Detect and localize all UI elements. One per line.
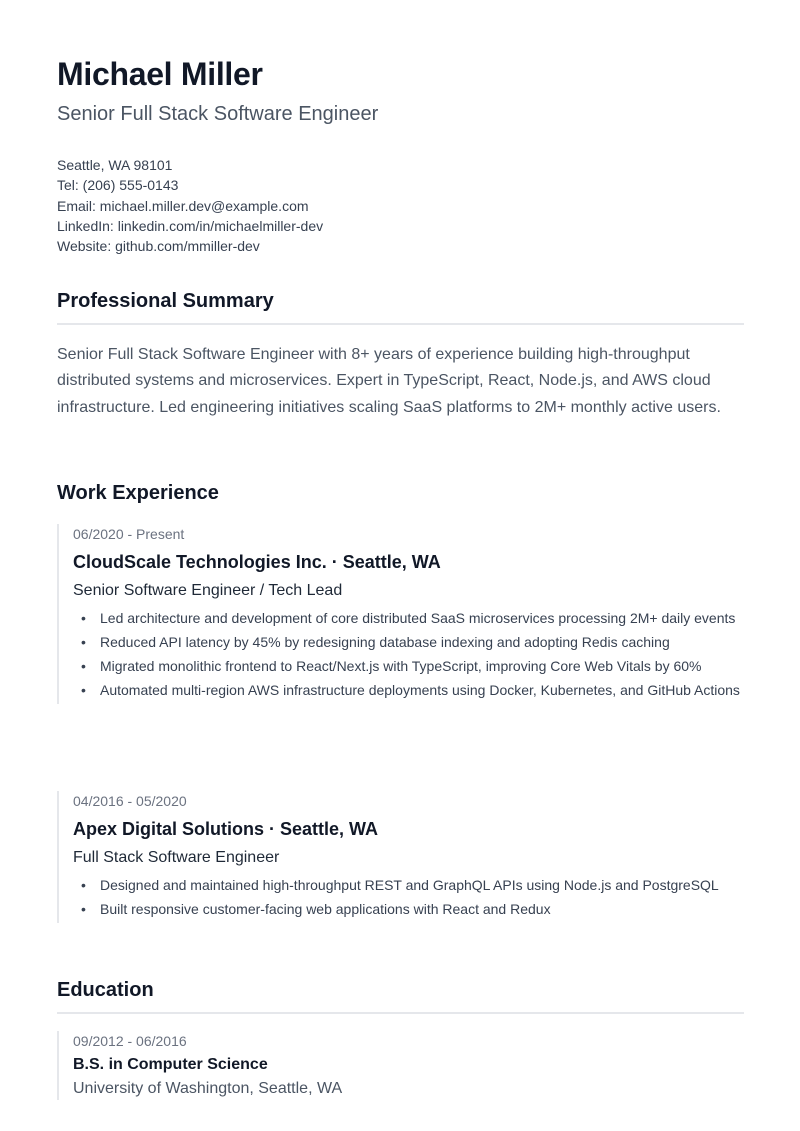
education-degree: B.S. in Computer Science xyxy=(73,1056,268,1073)
job-dates: 04/2016 - 05/2020 xyxy=(73,793,187,809)
job-dates: 06/2020 - Present xyxy=(73,526,185,542)
education-entry xyxy=(57,1031,744,1100)
contact-email: Email: michael.miller.dev@example.com xyxy=(57,197,309,214)
job-bullet-text: Automated multi-region AWS infrastructure deployments using Docker, Kubernetes, and GitHub Actions xyxy=(100,682,740,699)
bullet-icon: • xyxy=(81,682,86,699)
contact-linkedin: LinkedIn: linkedin.com/in/michaelmiller-dev xyxy=(57,217,324,234)
education-dates: 09/2012 - 06/2016 xyxy=(73,1033,187,1049)
job-bullet xyxy=(81,608,744,629)
job-bullets xyxy=(73,875,744,920)
job-bullet-text: Led architecture and development of core distributed SaaS microservices processing 2M+ daily events xyxy=(100,610,736,626)
bullet-icon: • xyxy=(81,634,86,651)
job-role: Senior Software Engineer / Tech Lead xyxy=(73,582,343,599)
education-school: University of Washington, Seattle, WA xyxy=(73,1080,343,1097)
job-bullet-text: Built responsive customer-facing web applications with React and Redux xyxy=(100,901,551,918)
contact-phone: Tel: (206) 555-0143 xyxy=(57,177,179,194)
job-bullet-text: Migrated monolithic frontend to React/Next.js with TypeScript, improving Core Web Vitals by 60% xyxy=(100,658,702,675)
candidate-name: Michael Miller xyxy=(57,56,263,92)
education-heading: Education xyxy=(57,979,154,1001)
job-bullet-text: Designed and maintained high-throughput REST and GraphQL APIs using Node.js and PostgreSQL xyxy=(100,877,719,893)
job-company: CloudScale Technologies Inc. · Seattle, WA xyxy=(73,552,441,572)
job-bullet xyxy=(81,899,744,920)
bullet-icon: • xyxy=(81,658,86,675)
summary-text: Senior Full Stack Software Engineer with 8+ years of experience building high-throughput distributed systems and microservices. Expert in TypeScript, React, Node.js, and AWS cloud infrastructure. Led engineering initiatives scaling SaaS platforms to 2M+ monthly active users. xyxy=(57,346,721,416)
job-bullet xyxy=(81,875,744,896)
job-bullets xyxy=(73,608,744,701)
summary-heading: Professional Summary xyxy=(57,290,274,312)
job-entry xyxy=(57,791,744,923)
job-role: Full Stack Software Engineer xyxy=(73,849,280,866)
candidate-title: Senior Full Stack Software Engineer xyxy=(57,103,379,125)
job-company: Apex Digital Solutions · Seattle, WA xyxy=(73,819,379,839)
education-divider xyxy=(57,1012,744,1014)
experience-heading: Work Experience xyxy=(57,482,219,504)
bullet-icon: • xyxy=(81,877,86,893)
job-bullet-text: Reduced API latency by 45% by redesigning database indexing and adopting Redis caching xyxy=(100,634,670,651)
job-bullet xyxy=(81,680,744,701)
bullet-icon: • xyxy=(81,610,86,626)
job-bullet xyxy=(81,632,744,653)
summary-divider xyxy=(57,323,744,325)
job-entry xyxy=(57,524,744,704)
bullet-icon: • xyxy=(81,901,86,918)
job-bullet xyxy=(81,656,744,677)
contact-block xyxy=(57,155,323,256)
contact-address: Seattle, WA 98101 xyxy=(57,157,173,173)
contact-website: Website: github.com/mmiller-dev xyxy=(57,238,260,255)
